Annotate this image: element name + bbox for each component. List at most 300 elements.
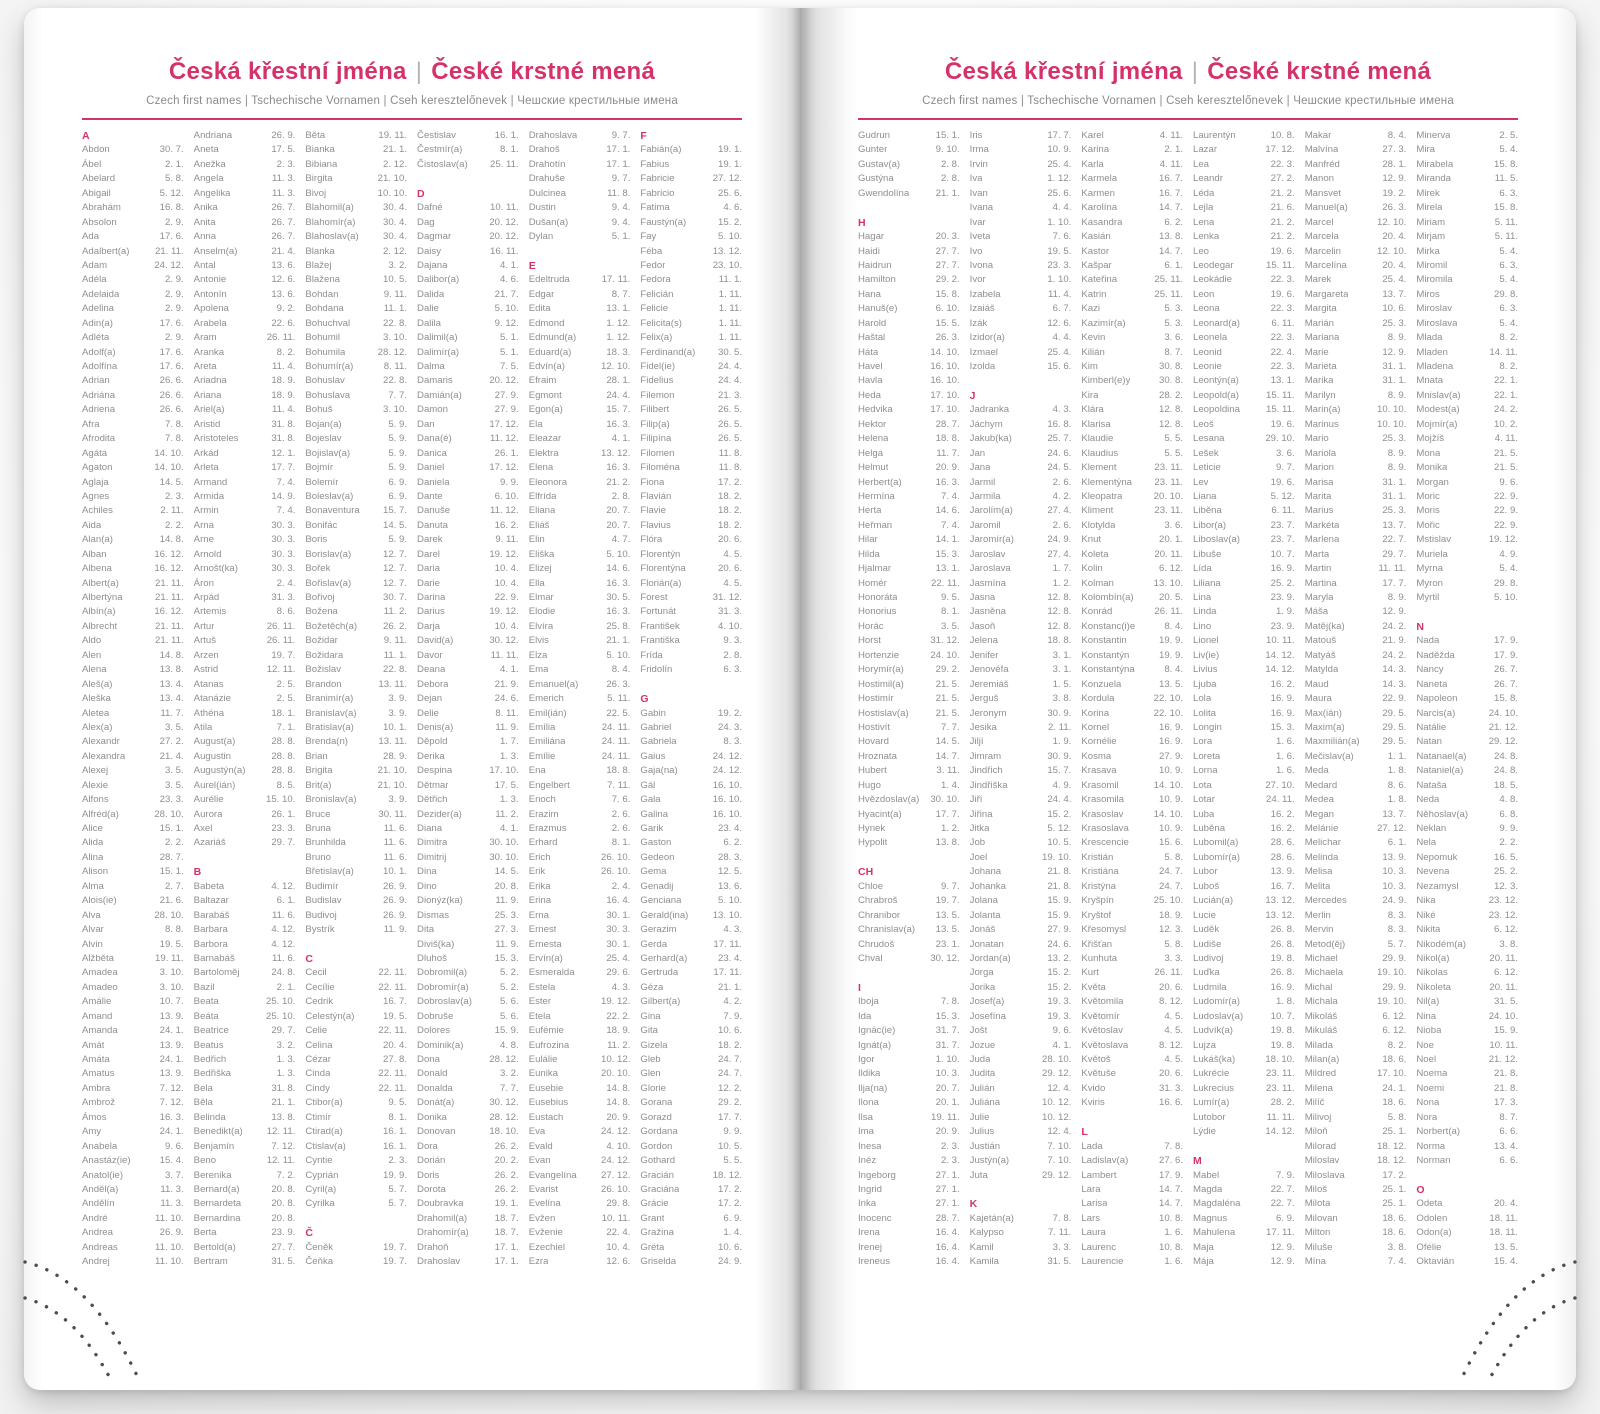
given-name: Fidel(ie) xyxy=(640,361,676,372)
given-name: Ludomír(a) xyxy=(1193,996,1240,1008)
given-name: Laurenc xyxy=(1081,1241,1117,1253)
given-name: Genciana xyxy=(640,895,682,907)
name-day-date: 16. 10. xyxy=(712,779,743,791)
name-day-date: 17. 10. xyxy=(930,389,960,401)
name-entry xyxy=(194,649,296,663)
name-day-date: 16. 7. xyxy=(1270,880,1295,892)
name-day-date: 10. 6. xyxy=(718,1025,743,1037)
name-day-date: 10. 11. xyxy=(1266,635,1295,647)
name-entry xyxy=(305,562,407,576)
name-day-date: 31. 8. xyxy=(271,433,296,445)
name-day-date: 31. 7. xyxy=(935,1025,960,1037)
name-day-date: 4. 5. xyxy=(1164,1054,1184,1065)
name-entry xyxy=(1416,923,1518,937)
name-day-date: 25. 3. xyxy=(494,909,519,921)
given-name: Konstanc(i)e xyxy=(1081,620,1136,632)
given-name: Atanas xyxy=(193,678,224,690)
name-day-date: 8. 2. xyxy=(1387,1039,1407,1051)
given-name: Kornel xyxy=(1081,721,1110,733)
given-name: Gréta xyxy=(640,1241,665,1253)
name-day-date: 16. 3. xyxy=(606,606,631,618)
name-entry xyxy=(417,418,519,432)
name-entry xyxy=(1305,836,1407,850)
name-day-date: 11. 1. xyxy=(383,649,408,661)
name-entry xyxy=(1416,836,1518,850)
name-day-date: 5. 1. xyxy=(500,346,519,358)
name-entry xyxy=(1305,1154,1407,1168)
given-name: Albert(a) xyxy=(82,577,119,589)
name-entry xyxy=(1416,519,1518,533)
given-name: Lesana xyxy=(1193,433,1225,445)
name-day-date: 26. 9. xyxy=(383,880,408,892)
given-name: André xyxy=(82,1212,108,1224)
given-name: Igor xyxy=(858,1054,875,1065)
name-entry xyxy=(858,909,960,923)
name-entry xyxy=(1305,952,1407,966)
name-day-date: 9. 9. xyxy=(500,476,519,488)
name-entry xyxy=(1416,764,1518,778)
given-name: Mnata xyxy=(1416,375,1444,387)
name-day-date: 25. 4. xyxy=(1382,274,1407,286)
name-entry xyxy=(82,461,184,475)
name-entry xyxy=(82,143,184,157)
name-entry xyxy=(82,1183,184,1197)
name-day-date: 20. 12. xyxy=(489,231,519,243)
name-day-date: 26. 9. xyxy=(159,1227,184,1239)
name-day-date: 24. 1. xyxy=(159,1025,184,1037)
given-name: Ctibor(a) xyxy=(305,1097,343,1109)
given-name: Gabriela xyxy=(640,736,677,748)
name-day-date: 8. 1. xyxy=(500,144,519,156)
name-day-date: 5. 4. xyxy=(1499,274,1519,286)
given-name: Bohumil xyxy=(305,332,341,344)
name-entry xyxy=(82,634,184,648)
given-name: Ela xyxy=(528,418,543,430)
name-entry xyxy=(82,1067,184,1081)
spacer-row xyxy=(970,1183,1072,1197)
given-name: Něhoslav(a) xyxy=(1416,808,1469,820)
given-name: Amálie xyxy=(82,996,112,1008)
name-day-date: 12. 11. xyxy=(266,664,296,676)
name-entry xyxy=(970,894,1072,908)
given-name: Berta xyxy=(193,1227,217,1239)
name-entry xyxy=(640,1010,742,1024)
name-entry xyxy=(529,721,631,735)
name-day-date: 10. 11. xyxy=(490,202,519,214)
given-name: Cedrik xyxy=(305,996,334,1008)
name-day-date: 29. 7. xyxy=(271,837,296,849)
given-name: Emiliána xyxy=(528,736,566,748)
given-name: Leodegar xyxy=(1193,259,1234,271)
name-entry xyxy=(305,1125,407,1139)
given-name: Albertýna xyxy=(82,592,123,603)
given-name: Lena xyxy=(1193,216,1215,228)
name-day-date: 5. 10. xyxy=(606,548,631,560)
given-name: Dalibor(a) xyxy=(417,274,460,286)
name-entry xyxy=(970,1096,1072,1110)
given-name: Anselm(a) xyxy=(193,245,238,257)
given-name: Iris xyxy=(969,130,983,141)
name-day-date: 21. 1. xyxy=(606,635,631,647)
name-entry xyxy=(1416,577,1518,591)
given-name: Michael xyxy=(1304,952,1338,964)
name-day-date: 16. 9. xyxy=(1270,563,1295,575)
given-name: Bojislav(a) xyxy=(305,447,351,459)
name-entry xyxy=(305,966,407,980)
name-day-date: 5. 4. xyxy=(1499,563,1519,575)
name-entry xyxy=(305,273,407,287)
name-day-date: 19. 12. xyxy=(489,606,519,618)
name-day-date: 6. 3. xyxy=(1499,303,1519,315)
name-entry xyxy=(194,721,296,735)
given-name: Horst xyxy=(858,635,881,647)
name-day-date: 11. 10. xyxy=(155,1212,184,1224)
name-day-date: 1. 6. xyxy=(1164,1227,1184,1239)
name-entry xyxy=(1416,476,1518,490)
name-entry xyxy=(1416,1140,1518,1154)
name-entry xyxy=(194,1169,296,1183)
given-name: Ivo xyxy=(969,245,983,257)
name-day-date: 16. 2. xyxy=(494,519,519,531)
name-day-date: 28. 10. xyxy=(154,808,184,820)
name-day-date: 18. 8. xyxy=(1047,635,1072,647)
name-day-date: 31. 1. xyxy=(1382,476,1407,488)
name-entry xyxy=(1193,1039,1295,1053)
name-entry xyxy=(1193,476,1295,490)
given-name: Drahoslava xyxy=(528,130,578,141)
name-entry xyxy=(529,1183,631,1197)
name-day-date: 18. 3. xyxy=(606,346,631,358)
given-name: Lucie xyxy=(1193,909,1216,921)
name-entry xyxy=(858,432,960,446)
given-name: Arleta xyxy=(193,462,219,474)
name-day-date: 9. 5. xyxy=(388,1097,408,1109)
name-entry xyxy=(194,1096,296,1110)
given-name: Jonáš xyxy=(969,924,996,936)
section-letter: L xyxy=(1081,1126,1088,1139)
name-day-date: 13. 10. xyxy=(1153,577,1184,589)
given-name: Azariáš xyxy=(193,837,226,849)
name-entry xyxy=(1193,1111,1295,1125)
name-day-date: 5. 8. xyxy=(1164,851,1184,863)
given-name: Ariadna xyxy=(193,375,227,387)
name-day-date: 7. 6. xyxy=(611,794,631,806)
name-entry xyxy=(417,346,519,360)
name-entry xyxy=(82,1039,184,1053)
name-day-date: 6. 11. xyxy=(1271,317,1295,329)
page-title xyxy=(24,58,800,86)
name-day-date: 25. 11. xyxy=(490,158,519,170)
name-entry xyxy=(1305,678,1407,692)
name-entry xyxy=(305,1053,407,1067)
perforation-dots-icon xyxy=(1452,1252,1578,1384)
name-entry xyxy=(640,389,742,403)
section-letter: D xyxy=(417,187,425,200)
name-entry xyxy=(640,1082,742,1096)
name-day-date: 14. 5. xyxy=(383,519,408,531)
name-day-date: 4. 7. xyxy=(611,534,631,546)
name-entry xyxy=(417,230,519,244)
given-name: Filemon xyxy=(640,389,675,401)
given-name: Erich xyxy=(528,851,551,863)
name-day-date: 31. 5. xyxy=(271,1256,296,1268)
name-day-date: 6. 9. xyxy=(388,476,408,488)
name-day-date: 9. 7. xyxy=(1276,462,1295,474)
name-day-date: 22. 7. xyxy=(1270,1183,1295,1195)
given-name: Hynek xyxy=(858,823,886,834)
name-entry xyxy=(194,605,296,619)
name-day-date: 9. 9. xyxy=(1499,823,1519,834)
given-name: Miroslav xyxy=(1416,303,1453,315)
given-name: Nora xyxy=(1416,1111,1438,1123)
name-day-date: 15. 7. xyxy=(383,505,408,517)
given-name: Babeta xyxy=(193,880,225,892)
name-entry xyxy=(1305,779,1407,793)
name-entry xyxy=(417,1096,519,1110)
given-name: Barnabáš xyxy=(193,952,235,964)
name-entry xyxy=(417,389,519,403)
name-day-date: 18. 2. xyxy=(718,490,743,502)
given-name: Garik xyxy=(640,823,664,834)
name-entry xyxy=(417,1125,519,1139)
name-entry xyxy=(417,909,519,923)
given-name: Milton xyxy=(1304,1227,1331,1239)
given-name: Křesomysl xyxy=(1081,924,1127,936)
name-day-date: 31. 12. xyxy=(930,635,960,647)
name-day-date: 3. 10. xyxy=(159,981,184,993)
given-name: Haštal xyxy=(858,332,886,344)
given-name: Eulálie xyxy=(528,1054,558,1065)
name-entry xyxy=(1305,1053,1407,1067)
name-day-date: 28. 7. xyxy=(935,418,960,430)
name-day-date: 27. 8. xyxy=(383,1054,408,1065)
name-day-date: 3. 3. xyxy=(1164,952,1184,964)
name-day-date: 22. 1. xyxy=(1494,375,1519,387)
name-entry xyxy=(970,620,1072,634)
name-day-date: 24. 8. xyxy=(271,967,296,979)
given-name: Gražina xyxy=(640,1227,674,1239)
name-entry xyxy=(305,865,407,879)
name-day-date: 13. 9. xyxy=(1382,851,1407,863)
given-name: Lora xyxy=(1193,736,1213,748)
given-name: Hostivít xyxy=(858,721,890,733)
given-name: Anna xyxy=(193,231,217,243)
name-day-date: 4. 1. xyxy=(500,259,519,271)
name-day-date: 25. 8. xyxy=(606,620,631,632)
section-letter: F xyxy=(640,130,647,142)
name-entry xyxy=(1193,1226,1295,1240)
given-name: Adam xyxy=(82,259,108,271)
name-entry xyxy=(1193,721,1295,735)
name-entry xyxy=(858,1067,960,1081)
given-name: Alvar xyxy=(82,924,104,936)
name-day-date: 22. 3. xyxy=(1270,274,1295,286)
name-day-date: 4. 6. xyxy=(500,274,519,286)
name-day-date: 5. 10. xyxy=(718,895,743,907)
given-name: Lumír(a) xyxy=(1193,1097,1230,1109)
name-day-date: 5. 1. xyxy=(611,231,631,243)
given-name: Aldo xyxy=(82,635,102,647)
name-day-date: 19. 8. xyxy=(1270,1025,1295,1037)
given-name: Artur xyxy=(193,620,215,632)
given-name: Amand xyxy=(82,1010,113,1022)
name-day-date: 2. 9. xyxy=(165,274,184,286)
given-name: Noema xyxy=(1416,1068,1448,1080)
given-name: Albín(a) xyxy=(82,606,116,618)
given-name: Adriána xyxy=(82,389,116,401)
name-entry xyxy=(417,1197,519,1211)
given-name: Aurélie xyxy=(193,794,224,806)
given-name: Jenovéfa xyxy=(969,664,1009,676)
given-name: Aleška xyxy=(82,693,111,705)
given-name: Celina xyxy=(305,1039,333,1051)
name-entry xyxy=(82,909,184,923)
name-entry xyxy=(640,418,742,432)
name-day-date: 20. 11. xyxy=(1489,952,1519,964)
given-name: Bedřich xyxy=(193,1054,227,1065)
name-day-date: 26. 9. xyxy=(383,895,408,907)
given-name: Drahomil(a) xyxy=(417,1212,468,1224)
name-entry xyxy=(1305,1183,1407,1197)
name-day-date: 9. 6. xyxy=(1499,476,1519,488)
name-day-date: 17. 6. xyxy=(159,317,184,329)
given-name: Fay xyxy=(640,231,657,243)
name-day-date: 17. 6. xyxy=(159,361,184,372)
name-day-date: 24. 4. xyxy=(1047,794,1072,806)
name-day-date: 31. 5. xyxy=(1047,1256,1072,1268)
name-day-date: 2. 1. xyxy=(165,158,184,170)
name-entry xyxy=(1081,201,1183,215)
name-day-date: 17. 1. xyxy=(494,1241,519,1253)
name-entry xyxy=(417,808,519,822)
name-day-date: 25. 4. xyxy=(1047,158,1072,170)
name-entry xyxy=(970,735,1072,749)
spacer-row xyxy=(1193,1140,1295,1154)
name-entry xyxy=(417,533,519,547)
name-day-date: 11. 2. xyxy=(383,606,408,618)
given-name: Glen xyxy=(640,1068,661,1080)
name-day-date: 25. 3. xyxy=(1382,317,1407,329)
given-name: Kamila xyxy=(969,1256,999,1268)
name-day-date: 10. 4. xyxy=(606,1241,631,1253)
given-name: Borislav(a) xyxy=(305,548,352,560)
name-day-date: 15. 9. xyxy=(1047,895,1072,907)
name-entry xyxy=(1193,1024,1295,1038)
name-entry xyxy=(529,995,631,1009)
given-name: Fortunát xyxy=(640,606,677,618)
name-entry xyxy=(417,245,519,259)
given-name: Marion xyxy=(1304,462,1335,474)
name-entry xyxy=(529,923,631,937)
given-name: Hamilton xyxy=(858,274,896,286)
name-entry xyxy=(82,808,184,822)
given-name: Eduard(a) xyxy=(528,346,572,358)
name-day-date: 23. 11. xyxy=(1154,505,1184,517)
name-day-date: 18. 2. xyxy=(718,1039,743,1051)
name-day-date: 24. 4. xyxy=(718,375,743,387)
name-day-date: 31. 8. xyxy=(271,418,296,430)
name-day-date: 20. 9. xyxy=(935,1126,960,1138)
name-entry xyxy=(1305,707,1407,721)
given-name: Engelbert xyxy=(528,779,570,791)
given-name: Chloe xyxy=(858,880,884,892)
name-day-date: 22. 9. xyxy=(1382,693,1407,705)
name-day-date: 11. 8. xyxy=(718,462,743,474)
given-name: Kazimír(a) xyxy=(1081,317,1126,329)
name-entry xyxy=(194,187,296,201)
name-entry xyxy=(529,374,631,388)
name-entry xyxy=(529,302,631,316)
given-name: Jolana xyxy=(969,895,998,907)
name-day-date: 5. 6. xyxy=(500,996,519,1008)
name-day-date: 15. 9. xyxy=(1047,909,1072,921)
name-entry xyxy=(1305,851,1407,865)
name-day-date: 8. 12. xyxy=(1159,996,1184,1008)
name-day-date: 24. 7. xyxy=(1159,866,1184,878)
given-name: Milada xyxy=(1304,1039,1333,1051)
name-entry xyxy=(858,938,960,952)
name-entry xyxy=(529,158,631,172)
given-name: Jaroslav xyxy=(969,548,1006,560)
name-day-date: 19. 12. xyxy=(489,548,519,560)
name-entry xyxy=(305,447,407,461)
given-name: Dobromír(a) xyxy=(417,981,469,993)
name-day-date: 10. 11. xyxy=(1489,1039,1519,1051)
name-day-date: 21. 12. xyxy=(1488,1054,1519,1065)
given-name: Dag xyxy=(417,216,435,228)
name-entry xyxy=(640,923,742,937)
name-entry xyxy=(970,880,1072,894)
name-day-date: 19. 7. xyxy=(935,895,960,907)
name-entry xyxy=(1193,620,1295,634)
name-day-date: 12. 9. xyxy=(1270,1241,1295,1253)
name-column xyxy=(1416,129,1518,1279)
given-name: Ervín(a) xyxy=(528,952,563,964)
name-entry xyxy=(305,649,407,663)
given-name: Leon xyxy=(1193,288,1215,300)
name-day-date: 5. 4. xyxy=(1499,245,1519,257)
name-day-date: 5. 12. xyxy=(1270,490,1295,502)
given-name: Alice xyxy=(82,823,103,834)
name-entry xyxy=(970,721,1072,735)
given-name: Andreas xyxy=(82,1241,118,1253)
name-entry xyxy=(970,1154,1072,1168)
name-day-date: 24. 12. xyxy=(712,750,743,762)
name-entry xyxy=(858,663,960,677)
name-entry xyxy=(1193,909,1295,923)
name-entry xyxy=(970,504,1072,518)
spacer-row xyxy=(858,966,960,980)
given-name: Jimram xyxy=(969,750,1002,762)
given-name: Gedeon xyxy=(640,851,675,863)
section-letter: G xyxy=(640,693,649,706)
name-entry xyxy=(1081,143,1183,157)
name-entry xyxy=(858,346,960,360)
name-day-date: 5. 12. xyxy=(159,187,184,199)
name-entry xyxy=(1081,880,1183,894)
name-entry xyxy=(1081,317,1183,331)
given-name: Davor xyxy=(417,649,443,661)
given-name: Děpold xyxy=(417,736,448,748)
name-entry xyxy=(417,1183,519,1197)
name-entry xyxy=(1305,273,1407,287)
name-day-date: 8. 7. xyxy=(1499,1111,1519,1123)
given-name: Jasněna xyxy=(969,606,1006,618)
name-day-date: 9. 7. xyxy=(941,880,960,892)
name-day-date: 5. 8. xyxy=(1387,1111,1407,1123)
given-name: Bohuslava xyxy=(305,389,351,401)
given-name: Klaudius xyxy=(1081,447,1119,459)
